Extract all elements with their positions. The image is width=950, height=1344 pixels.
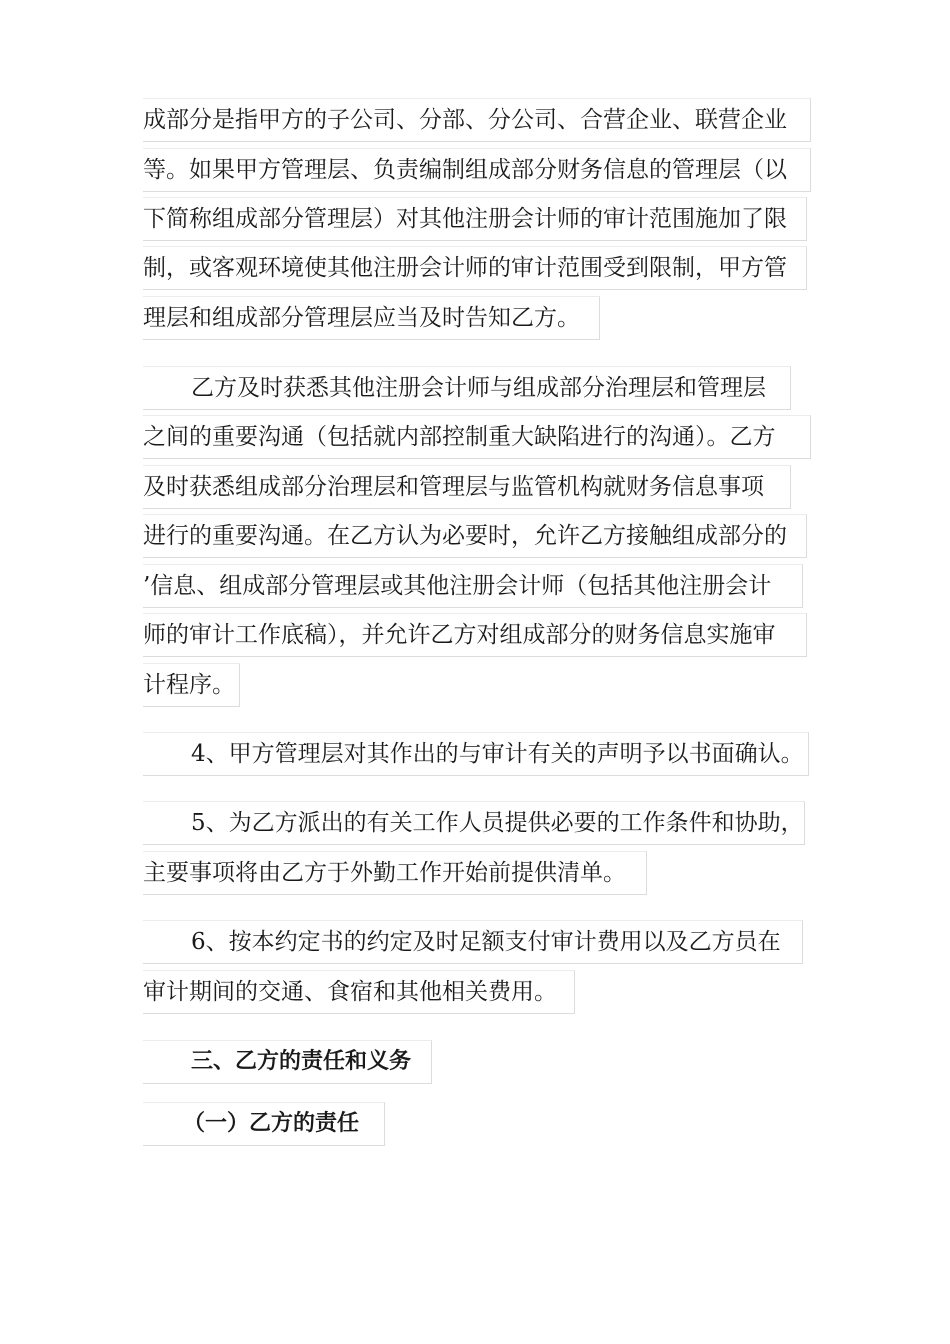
text-line: 及时获悉组成部分治理层和管理层与监管机构就财务信息事项: [143, 465, 791, 509]
text-line: 制，或客观环境使其他注册会计师的审计范围受到限制，甲方管: [143, 246, 807, 290]
text-line: 理层和组成部分管理层应当及时告知乙方。: [143, 296, 600, 340]
text-line: 5、为乙方派出的有关工作人员提供必要的工作条件和协助，: [143, 801, 805, 845]
text-line: 之间的重要沟通（包括就内部控制重大缺陷进行的沟通）。乙方: [143, 415, 811, 459]
text-line: 主要事项将由乙方于外勤工作开始前提供清单。: [143, 851, 647, 895]
text-line: 审计期间的交通、食宿和其他相关费用。: [143, 970, 575, 1014]
text-line: 下简称组成部分管理层）对其他注册会计师的审计范围施加了限: [143, 197, 807, 241]
section-heading: 三、乙方的责任和义务: [143, 1040, 432, 1084]
text-line: 6、按本约定书的约定及时足额支付审计费用以及乙方员在: [143, 920, 803, 964]
text-line: 成部分是指甲方的子公司、分部、分公司、合营企业、联营企业: [143, 98, 811, 142]
text-line: 4、甲方管理层对其作出的与审计有关的声明予以书面确认。: [143, 732, 809, 776]
subsection-heading: （一）乙方的责任: [143, 1102, 385, 1146]
text-line: 进行的重要沟通。在乙方认为必要时，允许乙方接触组成部分的: [143, 514, 807, 558]
text-line: ’信息、组成部分管理层或其他注册会计师（包括其他注册会计: [143, 564, 803, 608]
text-line: 计程序。: [143, 663, 240, 707]
text-line: 师的审计工作底稿），并允许乙方对组成部分的财务信息实施审: [143, 613, 807, 657]
text-line: 等。如果甲方管理层、负责编制组成部分财务信息的管理层（以: [143, 148, 811, 192]
text-line: 乙方及时获悉其他注册会计师与组成部分治理层和管理层: [143, 366, 791, 410]
